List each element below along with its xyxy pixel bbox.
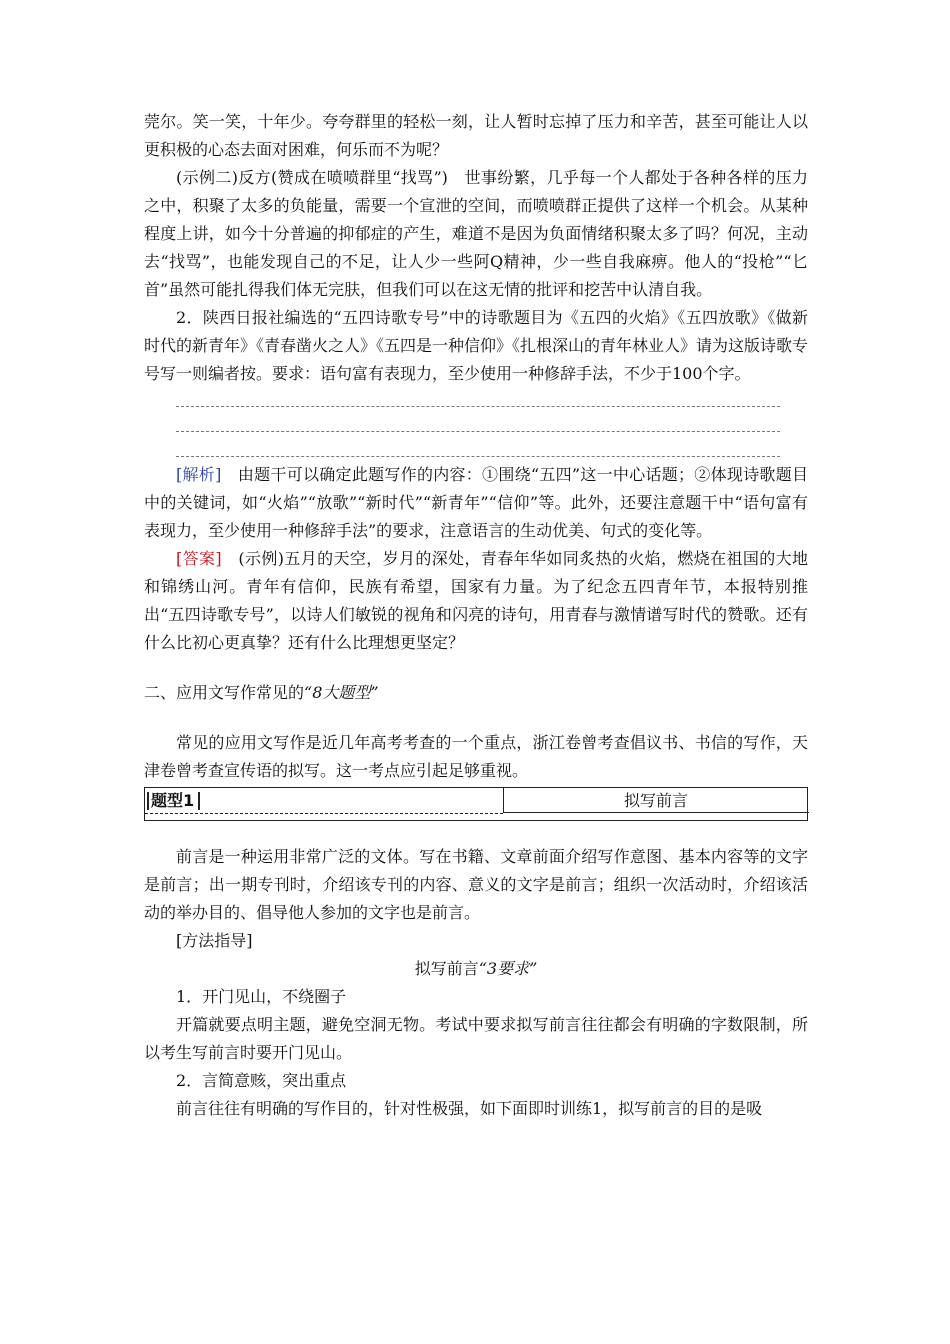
point-2-body: 前言往往有明确的写作目的，针对性极强，如下面即时训练1，拟写前言的目的是吸 xyxy=(176,1099,763,1118)
question-2: 2．陕西日报社编选的“五四诗歌专号”中的诗歌题目为《五四的火焰》《五四放歌》《做新时代的新青年》《青春凿火之人》《五四是一种信仰》《扎根深山的青年林业人》请为这版诗歌专号写一则编者按。要求：语句富有表现力，至少使用一种修辞手法，不少于100个字。 xyxy=(144,308,809,383)
definition-paragraph: 前言是一种运用非常广泛的文体。写在书籍、文章前面介绍写作意图、基本内容等的文字是前言；出一期专刊时，介绍该专刊的内容、意义的文字是前言；组织一次活动时，介绍该活动的举办目的、倡导他人参加的文字也是前言。 xyxy=(144,847,808,922)
paragraph-2: (示例二)反方(赞成在喷喷群里“找骂”) 世事纷繁，几乎每一个人都处于各种各样的压力之中，积聚了太多的负能量，需要一个宣泄的空间，而喷喷群正提供了这样一个机会。从某种程度上讲，如今十分普遍的抑郁症的产生，难道不是因为负面情绪积聚太多了吗？何况，主动去“找骂”，也能发现自己的不足，让人少一些阿Q精神，少一些自我麻痹。他人的“投枪”“匕首”虽然可能扎得我们体无完肤，但我们可以在这无情的批评和挖苦中认清自我。 xyxy=(144,168,808,299)
section-title: 二、应用文写作常见的“8大题型” xyxy=(144,683,379,702)
type-label: 题型1 xyxy=(151,791,195,810)
answer-paragraph xyxy=(144,545,808,657)
answer-text: (示例)五月的天空，岁月的深处，青春年华如同炙热的火焰，燃烧在祖国的大地和锦绣山河。青年有信仰，民族有希望，国家有力量。为了纪念五四青年节，本报特别推出“五四诗歌专号”，以诗人们敏锐的视角和闪亮的诗句，用青春与激情谱写时代的赞歌。还有什么比初心更真挚？还有什么比理想更坚定？ xyxy=(144,549,808,652)
document-page xyxy=(144,108,808,1123)
answer-tag: [答案] xyxy=(176,549,222,568)
method-label: [方法指导] xyxy=(176,931,253,950)
question-type-box xyxy=(144,787,808,821)
analysis-text: 由题干可以确定此题写作的内容：①围绕“五四”这一中心话题；②体现诗歌题目中的关键词，如“火焰”“放歌”“新时代”“新青年”“信仰”等。此外，还要注意题干中“语句富有表现力，至少使用一种修辞手法”的要求，注意语言的生动优美、句式的变化等。 xyxy=(144,465,808,540)
answer-blank-lines xyxy=(176,406,780,457)
blank-line xyxy=(176,456,780,457)
blank-line xyxy=(176,431,780,432)
analysis-paragraph xyxy=(144,461,808,545)
type-separator xyxy=(503,812,809,813)
type-name: 拟写前言 xyxy=(623,791,688,810)
point-1-heading: 1．开门见山，不绕圈子 xyxy=(176,987,347,1006)
blank-line xyxy=(176,406,780,407)
type-divider xyxy=(145,813,503,814)
point-1-body: 开篇就要点明主题，避免空洞无物。考试中要求拟写前言往往都会有明确的字数限制，所以考生写前言时要开门见山。 xyxy=(144,1015,808,1062)
point-2-heading: 2．言简意赅，突出重点 xyxy=(176,1071,347,1090)
analysis-tag: [解析] xyxy=(176,465,222,484)
section-intro: 常见的应用文写作是近几年高考考查的一个重点，浙江卷曾考查倡议书、书信的写作，天津卷曾考查宣传语的拟写。这一考点应引起足够重视。 xyxy=(144,733,808,780)
method-title: 拟写前言“3要求” xyxy=(414,959,538,978)
paragraph-1: 莞尔。笑一笑，十年少。夸夸群里的轻松一刻，让人暂时忘掉了压力和辛苦，甚至可能让人以更积极的心态去面对困难，何乐而不为呢？ xyxy=(144,112,808,159)
